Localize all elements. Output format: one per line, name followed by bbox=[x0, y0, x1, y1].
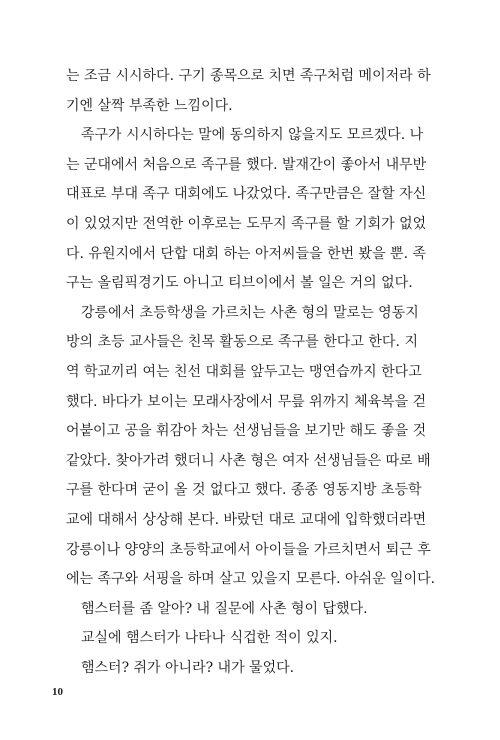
text-line: 같았다. 찾아가려 했더니 사촌 형은 여자 선생님들은 따로 배 bbox=[66, 452, 431, 469]
text-line: 기엔 살짝 부족한 느낌이다. bbox=[66, 97, 233, 114]
text-line: 구는 올림픽경기도 아니고 티브이에서 볼 일은 거의 없다. bbox=[66, 275, 413, 292]
text-line: 강릉에서 초등학생을 가르치는 사촌 형의 말로는 영동지 bbox=[81, 304, 419, 321]
text-line: 에는 족구와 서핑을 하며 살고 있을지 모른다. 아쉬운 일이다. bbox=[66, 571, 436, 588]
text-line: 이 있었지만 전역한 이후로는 도무지 족구를 할 기회가 없었 bbox=[66, 215, 427, 232]
text-line: 햄스터를 좀 알아? 내 질문에 사촌 형이 답했다. bbox=[81, 600, 368, 617]
text-line: 대표로 부대 족구 대회에도 나갔었다. 족구만큼은 잘할 자신 bbox=[66, 186, 427, 203]
text-line: 족구가 시시하다는 말에 동의하지 않을지도 모르겠다. 나 bbox=[81, 127, 424, 144]
text-line: 역 학교끼리 여는 친선 대회를 앞두고는 맹연습까지 한다고 bbox=[66, 363, 422, 380]
text-line: 했다. 바다가 보이는 모래사장에서 무릎 위까지 체육복을 걷 bbox=[66, 393, 427, 410]
text-line: 강릉이나 양양의 초등학교에서 아이들을 가르치면서 퇴근 후 bbox=[66, 541, 431, 558]
text-line: 는 조금 시시하다. 구기 종목으로 치면 족구처럼 메이저라 하 bbox=[66, 68, 431, 84]
text-line: 어붙이고 공을 휘감아 차는 선생님들을 보기만 해도 좋을 것 bbox=[66, 423, 427, 440]
text-line: 교에 대해서 상상해 본다. 바랐던 대로 교대에 입학했더라면 bbox=[66, 511, 427, 528]
text-line: 교실에 햄스터가 나타나 식겁한 적이 있지. bbox=[81, 630, 338, 647]
text-line: 구를 한다며 굳이 올 것 없다고 했다. 종종 영동지방 초등학 bbox=[66, 482, 422, 499]
text-line: 는 군대에서 처음으로 족구를 했다. 발재간이 좋아서 내무반 bbox=[66, 156, 427, 173]
text-line: 방의 초등 교사들은 친목 활동으로 족구를 한다고 한다. 지 bbox=[66, 334, 418, 351]
text-line: 햄스터? 쥐가 아니라? 내가 물었다. bbox=[81, 659, 295, 676]
text-line: 다. 유원지에서 단합 대회 하는 아저씨들을 한번 봤을 뿐. 족 bbox=[66, 245, 427, 262]
body-text bbox=[66, 62, 436, 683]
page-number: 10 bbox=[52, 686, 63, 698]
